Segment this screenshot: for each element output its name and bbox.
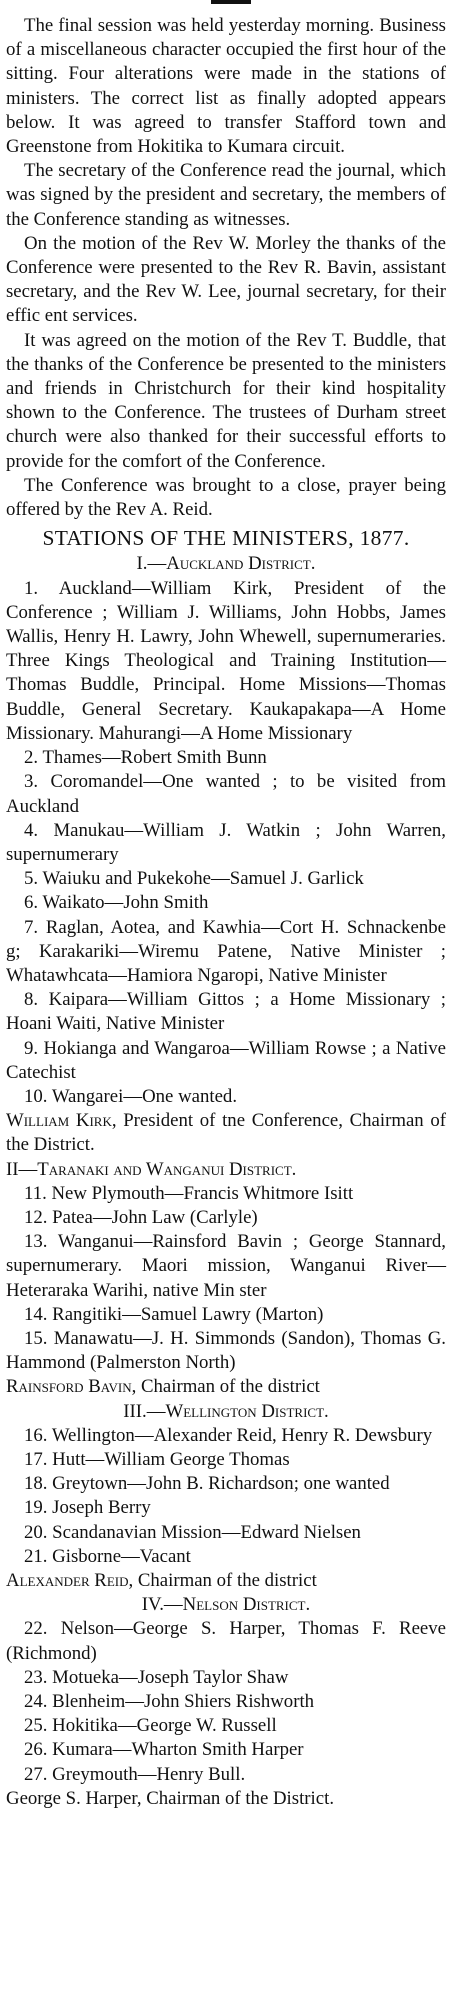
station-entry: 14. Rangitiki—Samuel Lawry (Marton) bbox=[24, 1303, 324, 1325]
station-entry: 8. Kaipara—William Gittos ; a Home Missionary ; Hoani Waiti, Native Minister bbox=[6, 989, 446, 1035]
station-entry: 11. New Plymouth—Francis Whitmore Isitt bbox=[24, 1182, 354, 1204]
newspaper-column bbox=[6, 0, 446, 1811]
station-entry: 20. Scandanavian Mission—Edward Nielsen bbox=[24, 1521, 361, 1543]
chairman-signature bbox=[6, 1375, 446, 1399]
chairman-title: Chairman of the district bbox=[136, 1376, 320, 1398]
district-title: III.—Wellington District. bbox=[123, 1400, 329, 1422]
district-section bbox=[6, 1400, 446, 1594]
chairman-title: Chairman of the District. bbox=[141, 1787, 335, 1809]
station-entry: 23. Motueka—Joseph Taylor Shaw bbox=[24, 1666, 289, 1688]
station-entry: 22. Nelson—George S. Harper, Thomas F. Reeve (Richmond) bbox=[6, 1618, 446, 1664]
chairman-name: Rainsford Bavin, bbox=[6, 1376, 137, 1398]
station-entry: 19. Joseph Berry bbox=[24, 1497, 151, 1519]
chairman-title: Chairman of the district bbox=[133, 1570, 317, 1591]
station-entry: 10. Wangarei—One wanted. bbox=[24, 1085, 238, 1107]
station-entry: 9. Hokianga and Wangaroa—William Rowse ; a Native Catechist bbox=[6, 1037, 446, 1083]
chairman-name: George S. Harper, bbox=[6, 1787, 142, 1809]
station-entry: 13. Wanganui—Rainsford Bavin ; George Stannard, supernumerary. Maori mission, Wanganui River—Heteraraka Warihi, native Min ster bbox=[6, 1231, 446, 1301]
district-title: IV.—Nelson District. bbox=[141, 1594, 311, 1616]
chairman-signature bbox=[6, 1787, 446, 1811]
paragraph-thanks-secretaries: On the motion of the Rev W. Morley the thanks of the Conference were presented to the Rev R. Bavin, assistant secretary, and the Rev W. Lee, journal secretary, for their effic ent services. bbox=[6, 232, 446, 327]
district-title: II—Taranaki and Wanganui District. bbox=[6, 1158, 297, 1180]
station-entry: 12. Patea—John Law (Carlyle) bbox=[24, 1206, 258, 1228]
paragraph-thanks-christchurch: It was agreed on the motion of the Rev T. Buddle, that the thanks of the Conference be presented to the ministers and friends in Christchurch for their kind hospitality shown to the Conference. The trustees of Durham street church were also thanked for their successful efforts to provide for the comfort of the Conference. bbox=[6, 329, 446, 472]
station-entry: 2. Thames—Robert Smith Bunn bbox=[24, 747, 267, 769]
station-entry: 27. Greymouth—Henry Bull. bbox=[24, 1763, 246, 1785]
station-entry: 25. Hokitika—George W. Russell bbox=[24, 1715, 277, 1737]
district-section bbox=[6, 1593, 446, 1811]
station-entry: 21. Gisborne—Vacant bbox=[24, 1545, 191, 1567]
station-entry: 24. Blenheim—John Shiers Rishworth bbox=[24, 1691, 315, 1713]
station-entry: 17. Hutt—William George Thomas bbox=[24, 1448, 290, 1470]
station-entry: 7. Raglan, Aotea, and Kawhia—Cort H. Schnackenbe g; Karakariki—Wiremu Patene, Native Minister ; Whatawhcata—Hamiora Ngaropi, Native Minister bbox=[6, 916, 446, 986]
station-entry: 5. Waiuku and Pukekohe—Samuel J. Garlick bbox=[24, 868, 364, 890]
station-entry: 26. Kumara—Wharton Smith Harper bbox=[24, 1739, 304, 1761]
district-section bbox=[6, 552, 446, 1157]
district-section bbox=[6, 1158, 446, 1400]
column-divider-rule bbox=[211, 0, 251, 4]
station-entry: 3. Coromandel—One wanted ; to be visited from Auckland bbox=[6, 771, 446, 817]
district-title: I.—Auckland District. bbox=[136, 553, 316, 575]
chairman-signature bbox=[6, 1109, 446, 1157]
stations-heading: STATIONS OF THE MINISTERS, 1877. bbox=[42, 526, 410, 551]
paragraph-close: The Conference was brought to a close, prayer being offered by the Rev A. Reid. bbox=[6, 474, 446, 521]
station-entry: 6. Waikato—John Smith bbox=[24, 892, 209, 914]
station-entry: 15. Manawatu—J. H. Simmonds (Sandon), Thomas G. Hammond (Palmerston North) bbox=[6, 1327, 446, 1374]
chairman-signature bbox=[6, 1569, 446, 1593]
chairman-name: Alexander Reid, bbox=[6, 1570, 134, 1591]
paragraph-final-session: The final session was held yesterday morning. Business of a miscellaneous character occupied the first hour of the sitting. Four alterations were made in the stations of ministers. The correct list as finally adopted appears below. It was agreed to transfer Stafford town and Greenstone from Hokitika to Kumara circuit. bbox=[6, 15, 446, 158]
station-entry: 18. Greytown—John B. Richardson; one wanted bbox=[24, 1473, 390, 1495]
chairman-name: William Kirk, bbox=[6, 1110, 117, 1132]
station-entry: 1. Auckland—William Kirk, President of the Conference ; William J. Williams, John Hobbs, James Wallis, Henry H. Lawry, John Whewell, supernumeraries. Three Kings Theological and Training Institution—Thomas Buddle, Principal. Home Missions—Thomas Buddle, General Secretary. Kaukapakapa—A Home Missionary. Mahurangi—A Home Missionary bbox=[6, 577, 446, 744]
station-entry: 4. Manukau—William J. Watkin ; John Warren, supernumerary bbox=[6, 819, 446, 865]
paragraph-journal: The secretary of the Conference read the journal, which was signed by the president and secretary, the members of the Conference standing as witnesses. bbox=[6, 160, 446, 230]
chairman-title: President of tne Conference, Chairman of the District. bbox=[6, 1110, 446, 1156]
station-entry: 16. Wellington—Alexander Reid, Henry R. Dewsbury bbox=[24, 1424, 433, 1446]
